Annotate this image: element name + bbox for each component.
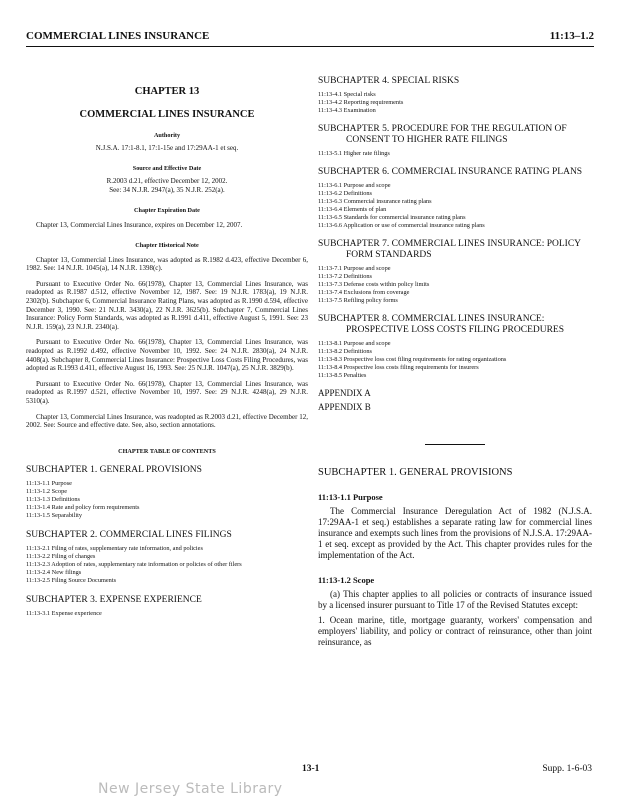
source-line-1: R.2003 d.21, effective December 12, 2002. bbox=[106, 177, 228, 185]
scope-item: 1. Ocean marine, title, mortgage guaranty, workers' compensation and employers' liability, and policy or contract of reinsurance, other than joint reinsurance, as bbox=[318, 615, 592, 647]
appendix-a-link[interactable]: APPENDIX A bbox=[318, 388, 371, 398]
section-heading: 11:13-1.1 Purpose bbox=[318, 492, 383, 502]
toc-item[interactable]: 11:13-1.5 Separability bbox=[26, 511, 83, 519]
toc-subchapter-title: SUBCHAPTER 3. EXPENSE EXPERIENCE bbox=[26, 594, 202, 605]
appendix-b-link[interactable]: APPENDIX B bbox=[318, 402, 371, 412]
header-section: 11:13–1.2 bbox=[549, 30, 594, 42]
toc-item[interactable]: 11:13-2.4 New filings bbox=[26, 568, 82, 576]
toc-list bbox=[318, 182, 592, 230]
toc-item[interactable]: 11:13-4.3 Examination bbox=[318, 107, 376, 114]
toc-item[interactable]: 11:13-7.3 Defense costs within policy limits bbox=[318, 281, 430, 288]
toc-item[interactable]: 11:13-2.2 Filing of changes bbox=[26, 552, 96, 560]
section-divider bbox=[425, 444, 485, 445]
toc-item[interactable]: 11:13-1.3 Definitions bbox=[26, 495, 80, 503]
history-paragraph: Chapter 13, Commercial Lines Insurance, was adopted as R.1982 d.423, effective December 6, 1982. See: 14 N.J.R. 1045(a), 14 N.J.R. 1398(c). bbox=[26, 255, 308, 273]
toc-item[interactable]: 11:13-4.1 Special risks bbox=[318, 91, 376, 98]
toc-item[interactable]: 11:13-3.1 Expense experience bbox=[26, 609, 102, 617]
toc-item[interactable]: 11:13-6.4 Elements of plan bbox=[318, 206, 387, 213]
library-watermark: New Jersey State Library bbox=[98, 781, 283, 797]
toc-item[interactable]: 11:13-8.5 Penalties bbox=[318, 372, 367, 379]
toc-item[interactable]: 11:13-8.3 Prospective loss cost filing requirements for rating organizations bbox=[318, 356, 507, 363]
toc-item[interactable]: 11:13-1.1 Purpose bbox=[26, 479, 72, 487]
subchapter-heading: SUBCHAPTER 1. GENERAL PROVISIONS bbox=[318, 467, 513, 478]
toc-subchapter-title: SUBCHAPTER 4. SPECIAL RISKS bbox=[318, 76, 460, 86]
toc-caption: CHAPTER TABLE OF CONTENTS bbox=[118, 447, 216, 455]
supplement-date: Supp. 1-6-03 bbox=[542, 764, 592, 774]
history-paragraph: Pursuant to Executive Order No. 66(1978), Chapter 13, Commercial Lines Insurance, was readopted as R.1997 d.521, effective November 10, 1997. See: 29 N.J.R. 4248(a), 29 N.J.R. 5310(a). bbox=[26, 379, 308, 405]
toc-item[interactable]: 11:13-7.1 Purpose and scope bbox=[318, 265, 391, 272]
source-caption: Source and Effective Date bbox=[132, 165, 202, 172]
toc-list bbox=[26, 480, 308, 520]
toc-item[interactable]: 11:13-6.2 Definitions bbox=[318, 190, 372, 197]
toc-item[interactable]: 11:13-6.6 Application or use of commercial insurance rating plans bbox=[318, 222, 485, 229]
history-paragraph: Pursuant to Executive Order No. 66(1978), Chapter 13, Commercial Lines Insurance, was readopted as R.1992 d.492, effective November 10, 1992. See: 24 N.J.R. 2830(a), 24 N.J.R. 4408(a). Subchapter 8, Commercial Lines Insurance: Prospective Loss Costs Filing Procedures, was adopted as R.1993 d.411, effective August 16, 1993. See: 25 N.J.R. 1047(a), 25 N.J.R. 3829(b). bbox=[26, 338, 308, 373]
scope-paragraph: (a) This chapter applies to all policies or contracts of insurance issued by a licensed insurer pursuant to Title 17 of the Revised Statutes except: bbox=[318, 589, 592, 610]
toc-subchapter-title: SUBCHAPTER 8. COMMERCIAL LINES INSURANCE: PROSPECTIVE LOSS COSTS FILING PROCEDURES bbox=[318, 314, 565, 335]
toc-item[interactable]: 11:13-8.4 Prospective loss costs filing requirements for insurers bbox=[318, 364, 479, 371]
toc-subchapter-title: SUBCHAPTER 1. GENERAL PROVISIONS bbox=[26, 464, 202, 475]
history-paragraph: Pursuant to Executive Order No. 66(1978), Chapter 13, Commercial Lines Insurance, was readopted as R.1987 d.512, effective November 12, 1987. See: 19 N.J.R. 1783(a), 19 N.J.R. 2302(b). Subchapter 6, Commercial Insurance Rating Plans, was adopted as R.1990 d.594, effective December 3, 1990. See: 21 N.J.R. 3430(a), 22 N.J.R. 3625(b). Subchapter 7, Commercial Lines Insurance: Policy Form Standards, was adopted as R.1991 d.411, effective August 5, 1991. See: 23 N.J.R. 159(a), 23 N.J.R. 2340(a). bbox=[26, 279, 308, 331]
expiration-text: Chapter 13, Commercial Lines Insurance, expires on December 12, 2007. bbox=[36, 221, 243, 229]
expiration-caption: Chapter Expiration Date bbox=[134, 207, 200, 214]
toc-subchapter-title: SUBCHAPTER 6. COMMERCIAL INSURANCE RATING PLANS bbox=[318, 167, 583, 177]
toc-list bbox=[318, 340, 592, 380]
purpose-paragraph: The Commercial Insurance Deregulation Act of 1982 (N.J.S.A. 17:29AA-1 et seq.) establishes a separate rating law for commercial lines insurance and exempts such lines from the provisions of N.J.S.A. 17:29AA-1 et seq. except as provided by the Act. This chapter provides rules for the implementation of the Act. bbox=[318, 506, 592, 560]
authority-caption: Authority bbox=[153, 132, 181, 139]
toc-item[interactable]: 11:13-1.2 Scope bbox=[26, 487, 68, 495]
toc-item[interactable]: 11:13-6.1 Purpose and scope bbox=[318, 182, 391, 189]
toc-list bbox=[318, 265, 592, 305]
toc-item[interactable]: 11:13-5.1 Higher rate filings bbox=[318, 150, 390, 157]
toc-item[interactable]: 11:13-6.3 Commercial insurance rating plans bbox=[318, 198, 432, 205]
toc-item[interactable]: 11:13-1.4 Rate and policy form requirements bbox=[26, 503, 140, 511]
toc-item[interactable]: 11:13-7.4 Exclusions from coverage bbox=[318, 289, 410, 296]
running-header bbox=[26, 30, 594, 44]
toc-item[interactable]: 11:13-2.5 Filing Source Documents bbox=[26, 576, 117, 584]
toc-item[interactable]: 11:13-7.5 Refiling policy forms bbox=[318, 297, 398, 304]
toc-item[interactable]: 11:13-8.2 Definitions bbox=[318, 348, 372, 355]
toc-item[interactable]: 11:13-2.1 Filing of rates, supplementary rate information, and policies bbox=[26, 544, 203, 552]
toc-list bbox=[318, 150, 592, 158]
source-line-2: See: 34 N.J.R. 2947(a), 35 N.J.R. 252(a). bbox=[109, 186, 225, 194]
chapter-title: COMMERCIAL LINES INSURANCE bbox=[79, 109, 255, 120]
right-column bbox=[318, 64, 592, 648]
chapter-number: CHAPTER 13 bbox=[134, 86, 200, 97]
page-number: 13-1 bbox=[302, 764, 320, 774]
toc-list bbox=[318, 91, 592, 115]
toc-item[interactable]: 11:13-7.2 Definitions bbox=[318, 273, 372, 280]
history-paragraph: Chapter 13, Commercial Lines Insurance, was readopted as R.2003 d.21, effective December 12, 2002. See: Source and effective date. See, also, section annotations. bbox=[26, 412, 308, 430]
toc-subchapter-title: SUBCHAPTER 2. COMMERCIAL LINES FILINGS bbox=[26, 529, 232, 540]
left-column bbox=[26, 64, 308, 618]
toc-item[interactable]: 11:13-2.3 Adoption of rates, supplementary rate information or policies of other filers bbox=[26, 560, 242, 568]
toc-item[interactable]: 11:13-8.1 Purpose and scope bbox=[318, 340, 391, 347]
toc-list bbox=[26, 545, 308, 585]
toc-item[interactable]: 11:13-4.2 Reporting requirements bbox=[318, 99, 404, 106]
toc-list bbox=[26, 610, 308, 618]
toc-subchapter-title: SUBCHAPTER 5. PROCEDURE FOR THE REGULATION OF CONSENT TO HIGHER RATE FILINGS bbox=[318, 124, 567, 145]
section-heading: 11:13-1.2 Scope bbox=[318, 575, 375, 585]
history-caption: Chapter Historical Note bbox=[135, 241, 199, 249]
toc-item[interactable]: 11:13-6.5 Standards for commercial insurance rating plans bbox=[318, 214, 466, 221]
header-title: COMMERCIAL LINES INSURANCE bbox=[26, 30, 210, 42]
authority-text: N.J.S.A. 17:1-8.1, 17:1-15e and 17:29AA-1 et seq. bbox=[95, 144, 239, 152]
header-rule bbox=[26, 46, 594, 47]
toc-subchapter-title: SUBCHAPTER 7. COMMERCIAL LINES INSURANCE: POLICY FORM STANDARDS bbox=[318, 239, 581, 260]
